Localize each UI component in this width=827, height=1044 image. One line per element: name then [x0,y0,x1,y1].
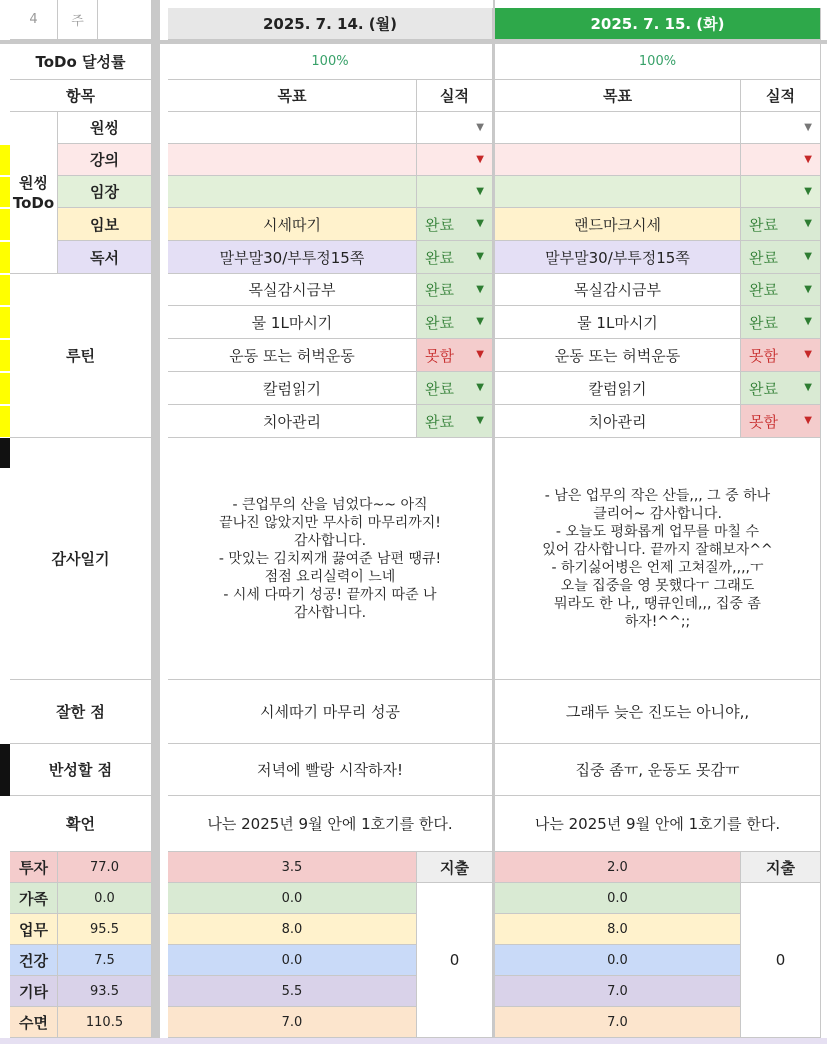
category-hours-1-0[interactable]: 2.0 [495,852,741,883]
category-hours-0-2[interactable]: 8.0 [168,914,417,945]
expense-header-1[interactable]: 지출 [741,852,821,883]
gratitude-label[interactable]: 감사일기 [10,438,152,680]
expense-header-0[interactable]: 지출 [417,852,493,883]
routine-goal-0-3[interactable]: 칼럼읽기 [168,372,417,405]
onething-goal-0-1[interactable] [168,144,417,176]
onething-label-1[interactable]: 강의 [58,144,152,176]
todo-rate-1[interactable]: 100% [495,44,821,80]
status-value: 완료 [425,412,454,431]
routine-goal-0-0[interactable]: 목실감시금부 [168,274,417,306]
status-value: 완료 [749,248,778,267]
category-name-3[interactable]: 건강 [10,945,58,976]
row-marker [0,340,10,371]
routine-goal-0-1[interactable]: 물 1L마시기 [168,306,417,339]
todo-rate-0[interactable]: 100% [168,44,493,80]
row-marker [0,242,10,273]
onething-goal-1-3[interactable]: 랜드마크시세 [495,208,741,241]
gratitude-value-1[interactable]: - 남은 업무의 작은 산들,,, 그 중 하나 클리어~ 감사합니다. - 오늘도 평화롭게 업무를 마칠 수 있어 감사합니다. 끝까지 잘해보자^^ - 하기싫어병은 언제 고쳐질까,,,,ㅜ 오늘 집중을 영 못했다ㅜ 그래도 뭐라도 한 나,, 땡큐인데,,, 집중 좀 하자!^^;; [495,438,821,680]
status-value: 완료 [425,215,454,234]
status-value: 완료 [425,379,454,398]
reflect-value-1[interactable]: 집중 좀ㅠ, 운동도 못감ㅠ [495,744,821,796]
dropdown-arrow-icon[interactable]: ▼ [476,349,484,360]
reflect-value-0[interactable]: 저녁에 빨랑 시작하자! [168,744,493,796]
onething-status-0-0[interactable] [417,112,493,144]
status-value: 못함 [749,412,778,431]
gratitude-value-0[interactable]: - 큰업무의 산을 넘었다~~ 아직 끝나진 않았지만 무사히 마무리까지! 감사합니다. - 맛있는 김치찌개 끓여준 남편 땡큐! 점점 요리실력이 느네 - 시세 다따기 성공! 끝까지 따준 나 감사합니다. [168,438,493,680]
category-total-2[interactable]: 95.5 [58,914,152,945]
result-header-0[interactable]: 실적 [417,80,493,112]
good-value-0[interactable]: 시세따기 마무리 성공 [168,680,493,744]
category-name-0[interactable]: 투자 [10,852,58,883]
dropdown-arrow-icon[interactable]: ▼ [804,153,812,165]
date-header-0[interactable]: 2025. 7. 14. (월) [168,8,493,40]
affirm-value-1[interactable]: 나는 2025년 9월 안에 1호기를 한다. [495,796,821,852]
onething-goal-0-2[interactable] [168,176,417,208]
onething-status-0-3[interactable] [417,208,493,241]
onething-goal-1-0[interactable] [495,112,741,144]
routine-status-0-0[interactable] [417,274,493,306]
goal-header-1[interactable]: 목표 [495,80,741,112]
dropdown-arrow-icon[interactable]: ▼ [804,316,812,327]
dropdown-arrow-icon[interactable]: ▼ [804,121,812,133]
dropdown-arrow-icon[interactable]: ▼ [804,283,812,295]
affirm-label[interactable]: 확언 [10,796,152,852]
reflect-label[interactable]: 반성할 점 [10,744,152,796]
week-number[interactable]: 4 [10,0,58,40]
result-header-1[interactable]: 실적 [741,80,821,112]
onething-goal-1-2[interactable] [495,176,741,208]
routine-status-0-3[interactable] [417,372,493,405]
onething-label-3[interactable]: 임보 [58,208,152,241]
category-name-4[interactable]: 기타 [10,976,58,1007]
expense-value-1[interactable]: 0 [741,883,821,1038]
onething-group-label[interactable]: 원씽 ToDo [10,112,58,274]
category-hours-0-4[interactable]: 5.5 [168,976,417,1007]
onething-status-1-1[interactable] [741,144,821,176]
routine-status-1-3[interactable] [741,372,821,405]
category-name-5[interactable]: 수면 [10,1007,58,1038]
row-marker [0,177,10,207]
dropdown-arrow-icon[interactable]: ▼ [476,415,484,426]
routine-status-1-2[interactable] [741,339,821,372]
routine-goal-1-0[interactable]: 목실감시금부 [495,274,741,306]
expense-value-0[interactable]: 0 [417,883,493,1038]
category-total-0[interactable]: 77.0 [58,852,152,883]
onething-status-1-4[interactable] [741,241,821,274]
onething-goal-0-0[interactable] [168,112,417,144]
dropdown-arrow-icon[interactable]: ▼ [804,415,812,426]
status-value: 완료 [749,379,778,398]
dropdown-arrow-icon[interactable]: ▼ [476,283,484,295]
category-hours-0-1[interactable]: 0.0 [168,883,417,914]
row-marker [0,373,10,404]
affirm-value-0[interactable]: 나는 2025년 9월 안에 1호기를 한다. [168,796,493,852]
onething-status-0-4[interactable] [417,241,493,274]
category-name-2[interactable]: 업무 [10,914,58,945]
row-marker [0,438,10,468]
category-hours-1-5[interactable]: 7.0 [495,1007,741,1038]
category-hours-1-4[interactable]: 7.0 [495,976,741,1007]
good-label[interactable]: 잘한 점 [10,680,152,744]
dropdown-arrow-icon[interactable]: ▼ [804,185,812,197]
row-marker [0,209,10,240]
row-marker [0,406,10,437]
onething-status-1-3[interactable] [741,208,821,241]
dropdown-arrow-icon[interactable]: ▼ [804,349,812,360]
routine-goal-1-1[interactable]: 물 1L마시기 [495,306,741,339]
dropdown-arrow-icon[interactable]: ▼ [476,218,484,229]
week-unit[interactable]: 주 [58,0,98,40]
routine-goal-0-2[interactable]: 운동 또는 허벅운동 [168,339,417,372]
dropdown-arrow-icon[interactable]: ▼ [476,251,484,262]
onething-status-1-2[interactable] [741,176,821,208]
row-marker [0,307,10,338]
category-total-3[interactable]: 7.5 [58,945,152,976]
onething-label-0[interactable]: 원씽 [58,112,152,144]
dropdown-arrow-icon[interactable]: ▼ [476,121,484,133]
onething-goal-1-4[interactable]: 말부말30/부투정15쪽 [495,241,741,274]
routine-goal-0-4[interactable]: 치아관리 [168,405,417,438]
category-hours-0-0[interactable]: 3.5 [168,852,417,883]
onething-status-0-1[interactable] [417,144,493,176]
dropdown-arrow-icon[interactable]: ▼ [476,382,484,393]
routine-status-0-4[interactable] [417,405,493,438]
status-value: 완료 [749,215,778,234]
routine-status-1-0[interactable] [741,274,821,306]
row-marker [0,275,10,305]
next-row-strip [0,1038,827,1044]
routine-status-1-4[interactable] [741,405,821,438]
status-value: 못함 [425,346,454,365]
status-value: 완료 [425,248,454,267]
onething-label-4[interactable]: 독서 [58,241,152,274]
routine-status-0-1[interactable] [417,306,493,339]
onething-label-2[interactable]: 임장 [58,176,152,208]
dropdown-arrow-icon[interactable]: ▼ [476,153,484,165]
onething-goal-0-4[interactable]: 말부말30/부투정15쪽 [168,241,417,274]
category-name-1[interactable]: 가족 [10,883,58,914]
status-value: 완료 [749,313,778,332]
item-header[interactable]: 항목 [10,80,152,112]
date-header-1[interactable]: 2025. 7. 15. (화) [495,8,821,40]
onething-status-1-0[interactable] [741,112,821,144]
onething-goal-0-3[interactable]: 시세따기 [168,208,417,241]
category-hours-1-3[interactable]: 0.0 [495,945,741,976]
todo-rate-label[interactable]: ToDo 달성률 [10,44,152,80]
routine-goal-1-3[interactable]: 칼럼읽기 [495,372,741,405]
good-value-1[interactable]: 그래두 늦은 진도는 아니야,, [495,680,821,744]
routine-label[interactable]: 루틴 [10,274,152,438]
dropdown-arrow-icon[interactable]: ▼ [804,251,812,262]
status-value: 완료 [749,281,778,299]
category-total-1[interactable]: 0.0 [58,883,152,914]
dropdown-arrow-icon[interactable]: ▼ [804,218,812,229]
category-hours-0-3[interactable]: 0.0 [168,945,417,976]
status-value: 못함 [749,346,778,365]
routine-goal-1-2[interactable]: 운동 또는 허벅운동 [495,339,741,372]
dropdown-arrow-icon[interactable]: ▼ [476,316,484,327]
row-marker [0,145,10,175]
category-hours-1-1[interactable]: 0.0 [495,883,741,914]
frozen-column-divider [152,0,160,1044]
category-hours-0-5[interactable]: 7.0 [168,1007,417,1038]
dropdown-arrow-icon[interactable]: ▼ [804,382,812,393]
category-total-4[interactable]: 93.5 [58,976,152,1007]
blank-header[interactable] [98,0,152,40]
category-total-5[interactable]: 110.5 [58,1007,152,1038]
routine-status-0-2[interactable] [417,339,493,372]
goal-header-0[interactable]: 목표 [168,80,417,112]
status-value: 완료 [425,313,454,332]
category-hours-1-2[interactable]: 8.0 [495,914,741,945]
onething-goal-1-1[interactable] [495,144,741,176]
row-marker [0,744,10,796]
dropdown-arrow-icon[interactable]: ▼ [476,185,484,197]
onething-status-0-2[interactable] [417,176,493,208]
routine-status-1-1[interactable] [741,306,821,339]
routine-goal-1-4[interactable]: 치아관리 [495,405,741,438]
status-value: 완료 [425,281,454,299]
